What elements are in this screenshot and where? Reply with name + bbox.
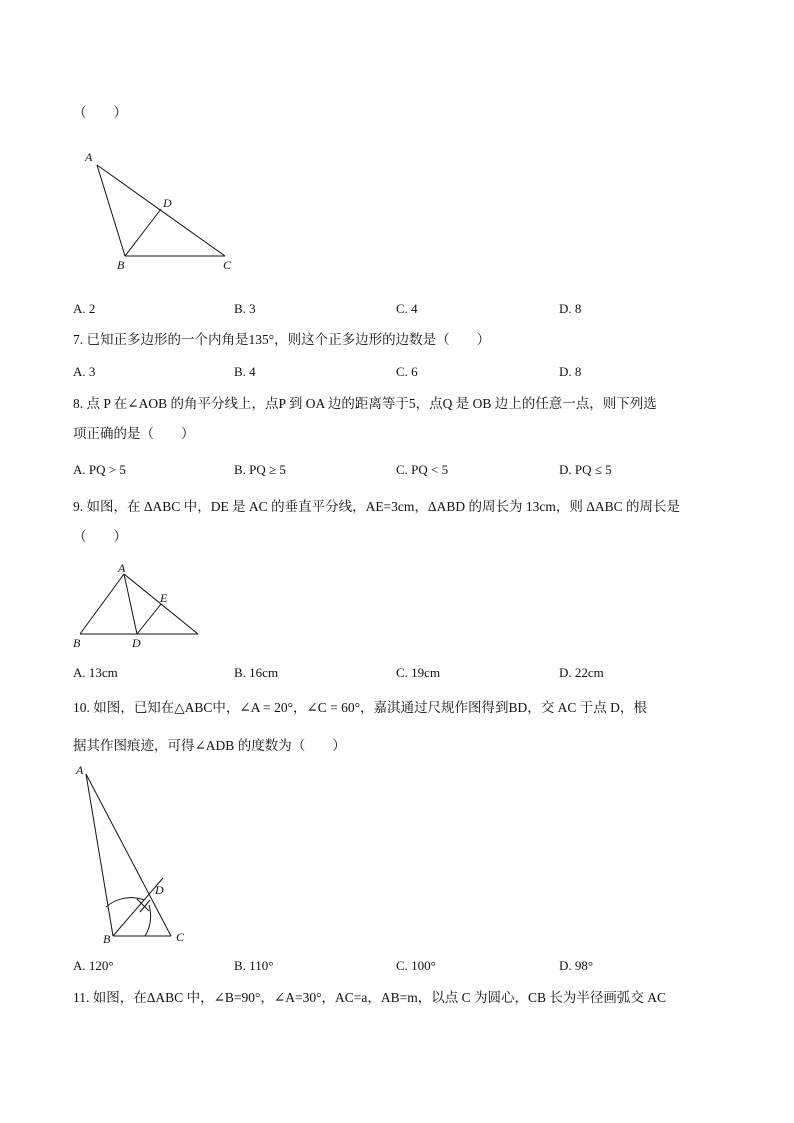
q10-label-b: B [103, 932, 111, 946]
q6-figure [75, 145, 245, 275]
q9-line1: 9. 如图，在 ΔABC 中，DE 是 AC 的垂直平分线，AE=3cm，ΔABD 的周长为 13cm，则 ΔABC 的周长是 [73, 499, 681, 514]
q6-label-a: A [85, 150, 93, 164]
q10-label-a: A [76, 763, 84, 777]
q10-line2: 据其作图痕迹，可得∠ADB 的度数为（ ） [73, 738, 346, 753]
q9-option-b[interactable]: B. 16cm [234, 665, 279, 680]
q10-label-d: D [155, 883, 164, 897]
q7-option-a[interactable]: A. 3 [73, 364, 96, 379]
q6-option-a[interactable]: A. 2 [73, 301, 96, 316]
q10-line1: 10. 如图，已知在△ABC中，∠A = 20°，∠C = 60°，嘉淇通过尺规作图得到BD，交 AC 于点 D，根 [73, 700, 647, 715]
q6-option-b[interactable]: B. 3 [234, 301, 256, 316]
q8-option-a[interactable]: A. PQ > 5 [73, 462, 126, 477]
q10-label-c: C [176, 930, 185, 944]
q6-label-b: B [117, 258, 125, 272]
q9-label-a: A [118, 561, 126, 575]
q7-option-c[interactable]: C. 6 [396, 364, 418, 379]
q8-line2: 项正确的是（ ） [73, 426, 195, 441]
q8-option-c[interactable]: C. PQ < 5 [396, 462, 449, 477]
q11-line1: 11. 如图，在ΔABC 中，∠B=90°，∠A=30°，AC=a，AB=m，以点 C 为圆心，CB 长为半径画弧交 AC [73, 990, 666, 1005]
q9-option-a[interactable]: A. 13cm [73, 665, 118, 680]
q10-option-d[interactable]: D. 98° [559, 958, 594, 973]
q8-option-d[interactable]: D. PQ ≤ 5 [559, 462, 612, 477]
q9-figure [70, 560, 210, 655]
q9-label-d: D [132, 636, 141, 650]
q9-option-c[interactable]: C. 19cm [396, 665, 441, 680]
q7-option-b[interactable]: B. 4 [234, 364, 256, 379]
q10-option-a[interactable]: A. 120° [73, 958, 114, 973]
q7-text: 7. 已知正多边形的一个内角是135°，则这个正多边形的边数是（ ） [73, 332, 491, 347]
q8-option-b[interactable]: B. PQ ≥ 5 [234, 462, 286, 477]
q7-option-d[interactable]: D. 8 [559, 364, 582, 379]
q10-figure [70, 760, 200, 950]
q9-label-b: B [73, 636, 81, 650]
q6-option-d[interactable]: D. 8 [559, 301, 582, 316]
q6-label-d: D [163, 196, 172, 210]
q10-option-b[interactable]: B. 110° [234, 958, 274, 973]
q8-line1: 8. 点 P 在∠AOB 的角平分线上，点P 到 OA 边的距离等于5，点Q 是 OB 边上的任意一点，则下列选 [73, 396, 657, 411]
q9-label-e: E [160, 591, 168, 605]
q9-option-d[interactable]: D. 22cm [559, 665, 604, 680]
q6-tail: （ ） [73, 105, 127, 120]
q6-label-c: C [223, 258, 232, 272]
q6-option-c[interactable]: C. 4 [396, 301, 418, 316]
q9-line2: （ ） [73, 529, 127, 544]
q10-option-c[interactable]: C. 100° [396, 958, 436, 973]
